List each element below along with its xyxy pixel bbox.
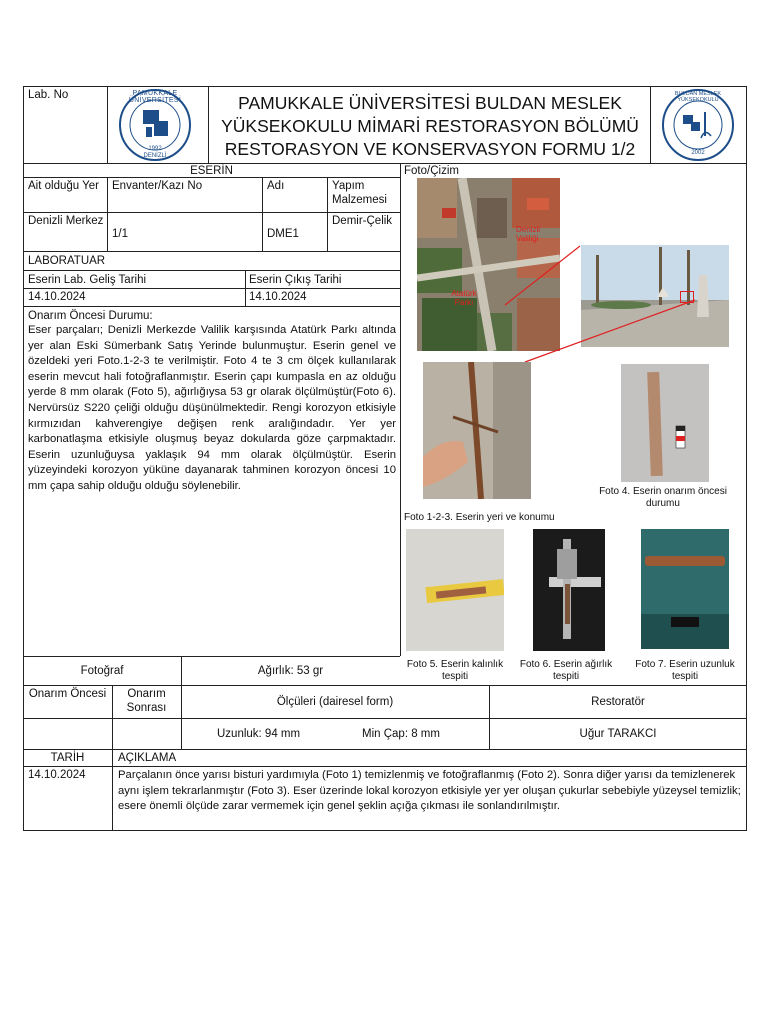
min-cap-value: Min Çap: 8 mm — [362, 728, 440, 740]
olculer-label: Ölçüleri (dairesel form) — [276, 696, 394, 708]
agirlik-label: Ağırlık: 53 gr — [257, 665, 324, 677]
divider — [107, 177, 108, 251]
title-line-2: YÜKSEKOKULU MİMARİ RESTORASYON BÖLÜMÜ — [221, 116, 639, 136]
logo-left-sub: DENİZLİ — [143, 153, 167, 159]
cikis-value: 14.10.2024 — [249, 291, 307, 303]
logo-left-year: 1992 — [148, 146, 162, 152]
caption-foto-6: Foto 6. Eserin ağırlık tespiti — [519, 659, 613, 682]
divider — [23, 749, 747, 750]
eserin-heading: ESERİN — [190, 165, 233, 177]
val-envanter: 1/1 — [112, 228, 128, 240]
title-line-3: RESTORASYON VE KONSERVASYON FORMU 1/2 — [224, 139, 636, 159]
logo-right-text: BULDAN MESLEK YÜKSEKOKULU — [674, 91, 722, 103]
caption-foto-5: Foto 5. Eserin kalınlık tespiti — [406, 659, 504, 682]
divider — [650, 86, 651, 163]
buldan-school-logo — [657, 88, 739, 162]
val-ait: Denizli Merkez — [28, 215, 104, 227]
divider — [23, 306, 400, 307]
divider — [262, 177, 263, 251]
tarih-value: 14.10.2024 — [28, 769, 86, 781]
title-line-1: PAMUKKALE ÜNİVERSİTESİ BULDAN MESLEK — [238, 93, 622, 113]
caption-foto-1-2-3: Foto 1-2-3. Eserin yeri ve konumu — [404, 512, 555, 523]
col-envanter-label: Envanter/Kazı No — [112, 180, 203, 192]
onarim-oncesi-label: Onarım Öncesi — [28, 688, 107, 700]
divider — [23, 251, 400, 252]
length-measurement-photo — [641, 529, 729, 649]
divider — [23, 718, 747, 719]
aciklama-text: Parçalanın önce yarısı bisturi yardımıyla (Foto 1) temizlenmiş ve fotoğraflanmış (Foto 2). Sonra diğer yarısı da temizlenerek aynı işlem tekrarlanmıştır (Foto 3). Eser üzerinde lokal korozyon etkisiyle yer yer oluşan çukurlar sebebiyle yüzeysel temizlik; esere önemli ölçüde zarar vermemek için genel şeklin açığa çıkması ile sonlandırılmıştır. — [118, 769, 741, 813]
rebar-with-scale-photo — [621, 364, 709, 482]
restorator-label: Restoratör — [591, 696, 645, 708]
col-adi-label: Adı — [267, 180, 285, 192]
logo-right-year: 2002 — [691, 150, 705, 156]
restorator-name: Uğur TARAKCI — [579, 728, 657, 740]
map-label-park: Atatürk Parkı — [451, 289, 477, 307]
map-label-valilik: Denizli Valiliği — [516, 225, 541, 243]
lab-no-label: Lab. No — [28, 89, 69, 101]
val-adi: DME1 — [267, 228, 299, 240]
aciklama-label: AÇIKLAMA — [118, 752, 177, 764]
divider — [23, 270, 400, 271]
column-divider — [400, 163, 401, 656]
divider — [208, 86, 209, 163]
val-yapim: Demir-Çelik — [332, 215, 393, 227]
divider — [23, 766, 747, 767]
gelis-value: 14.10.2024 — [28, 291, 86, 303]
col-yapim-label: Yapım Malzemesi — [332, 180, 387, 207]
foto-cizim-heading: Foto/Çizim — [404, 165, 459, 177]
divider — [23, 212, 400, 213]
caption-foto-7: Foto 7. Eserin uzunluk tespiti — [635, 659, 735, 682]
gelis-label: Eserin Lab. Geliş Tarihi — [28, 274, 147, 286]
onarim-oncesi-heading: Onarım Öncesi Durumu: — [28, 310, 153, 322]
fotograf-label: Fotoğraf — [80, 665, 124, 677]
tarih-label: TARİH — [50, 752, 85, 764]
thickness-measurement-photo — [406, 529, 504, 651]
rebar-in-hand-photo — [423, 362, 531, 499]
onarim-sonrasi-label: Onarım Sonrası — [126, 688, 167, 715]
weight-measurement-photo — [533, 529, 605, 651]
laboratuar-heading: LABORATUAR — [28, 255, 106, 267]
caption-foto-4: Foto 4. Eserin onarım öncesi durumu — [599, 486, 727, 509]
annotation-lines — [400, 240, 730, 380]
col-ait-label: Ait olduğu Yer — [28, 180, 99, 192]
divider — [23, 685, 747, 686]
logo-left-text: PAMUKKALE ÜNİVERSİTESİ — [128, 90, 182, 104]
divider — [23, 656, 400, 657]
uzunluk-value: Uzunluk: 94 mm — [217, 728, 301, 740]
form-title — [212, 92, 648, 161]
divider — [23, 177, 400, 178]
divider — [23, 288, 400, 289]
onarim-oncesi-text: Eser parçaları; Denizli Merkezde Valilik karşısında Atatürk Parkı altında yer alan Eski Sümerbank Satış Yerinde bulunmuştur. Eserin genel ve özeldeki yeri Foto.1-2-3 te verilmiştir. Foto 4 te 3 cm ölçek kullanılarak eserin mevcut hali fotoğraflanmıştır. Eserin çapı kumpasla en az olduğu yerde 8 mm olarak (Foto 5), ağırlığıysa 53 gr olarak ölçülmüştür(Foto 6). Nervürsüz S220 çeliği olduğu düşünülmektedir. Rengi korozyon etkisiyle kırmızıdan kahverengiye değişen renk aralığındadır. Yer yer karbonatlaşma etkisiyle oluşmuş beyaz dokularda göze çarpmaktadır. Eserin uzunluğuysa yaklaşık 94 mm olarak ölçülmüştür. Eserin yüzeyindeki korozyon yüküne dayanarak tahminen korozyon öncesi 10 mm çapa sahip olduğu olduğu söylenebilir. — [28, 324, 396, 492]
divider — [107, 86, 108, 163]
divider — [112, 749, 113, 831]
divider — [327, 177, 328, 251]
pamukkale-university-logo — [114, 88, 196, 162]
cikis-label: Eserin Çıkış Tarihi — [249, 274, 342, 286]
